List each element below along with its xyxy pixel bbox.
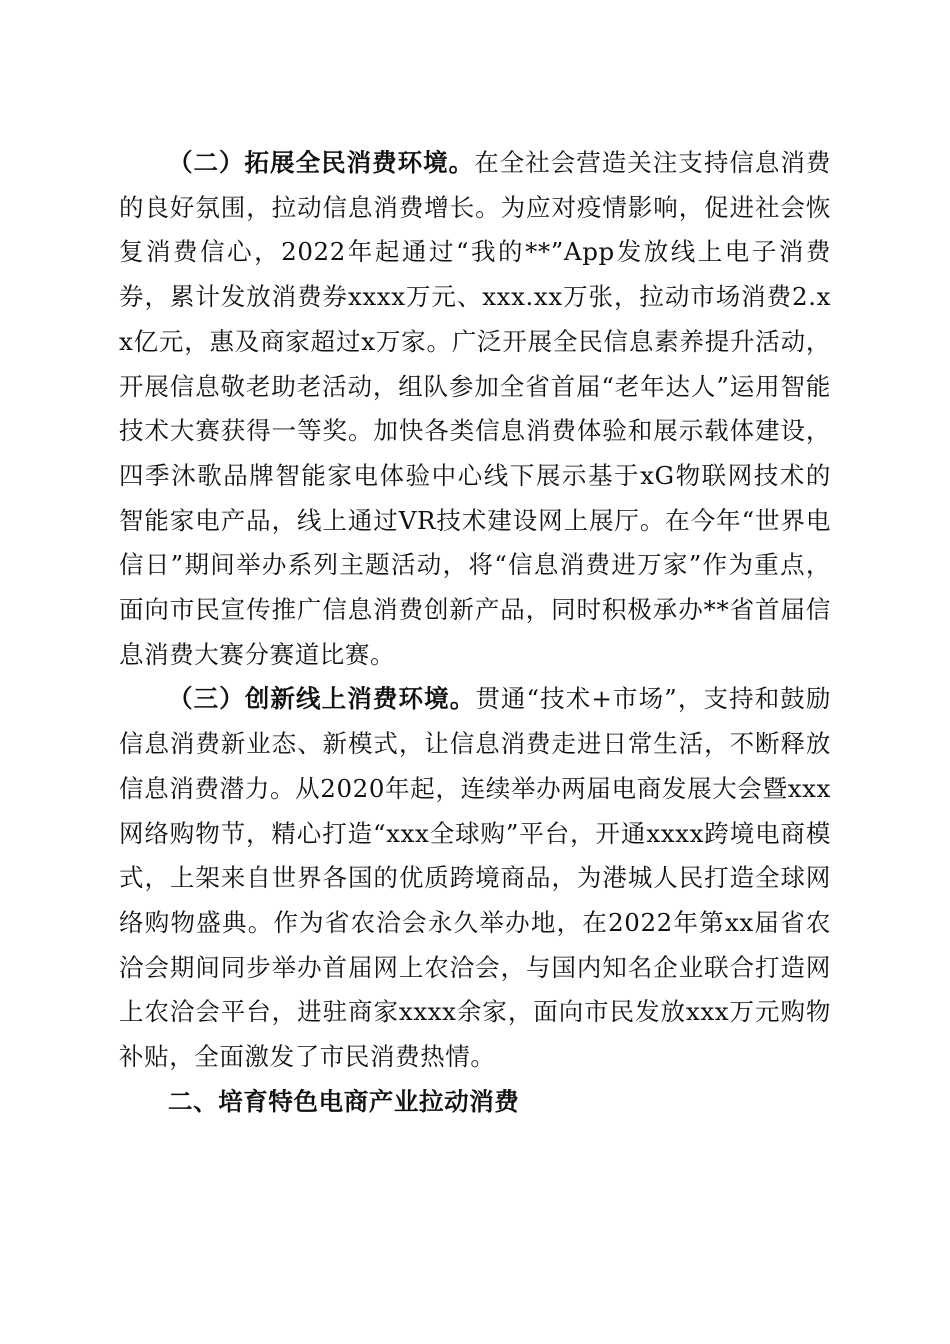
document-body (119, 141, 831, 1124)
paragraph-text: 在全社会营造关注支持信息消费的良好氛围，拉动信息消费增长。为应对疫情影响，促进社会恢复消费信心，2022年起通过“我的**”App发放线上电子消费券，累计发放消费券xxxx万元、xxx.xx万张，拉动市场消费2.xx亿元，惠及商家超过x万家。广泛开展全民信息素养提升活动，开展信息敬老助老活动，组队参加全省首届“老年达人”运用智能技术大赛获得一等奖。加快各类信息消费体验和展示载体建设，四季沐歌品牌智能家电体验中心线下展示基于xG物联网技术的智能家电产品，线上通过VR技术建设网上展厅。在今年“世界电信日”期间举办系列主题活动，将“信息消费进万家”作为重点，面向市民宣传推广信息消费创新产品，同时积极承办**省首届信息消费大赛分赛道比赛。 (119, 148, 831, 669)
paragraph-lead: （二）拓展全民消费环境。 (168, 148, 475, 177)
paragraph-expand-consumption-environment (119, 141, 831, 677)
paragraph-lead: （三）创新线上消费环境。 (168, 684, 476, 714)
paragraph-text: 贯通“技术+市场”，支持和鼓励信息消费新业态、新模式，让信息消费走进日常生活，不断释放信息消费潜力。从2020年起，连续举办两届电商发展大会暨xxx网络购物节，精心打造“xxx全球购”平台，开通xxxx跨境电商模式，上架来自世界各国的优质跨境商品，为港城人民打造全球网络购物盛典。作为省农洽会永久举办地，在2022年第xx届省农洽会期间同步举办首届网上农洽会，与国内知名企业联合打造网上农洽会平台，进驻商家xxxx余家，面向市民发放xxx万元购物补贴，全面激发了市民消费热情。 (119, 684, 832, 1072)
paragraph-online-consumption-environment (119, 677, 831, 1079)
section-heading: 二、培育特色电商产业拉动消费 (168, 1086, 520, 1116)
